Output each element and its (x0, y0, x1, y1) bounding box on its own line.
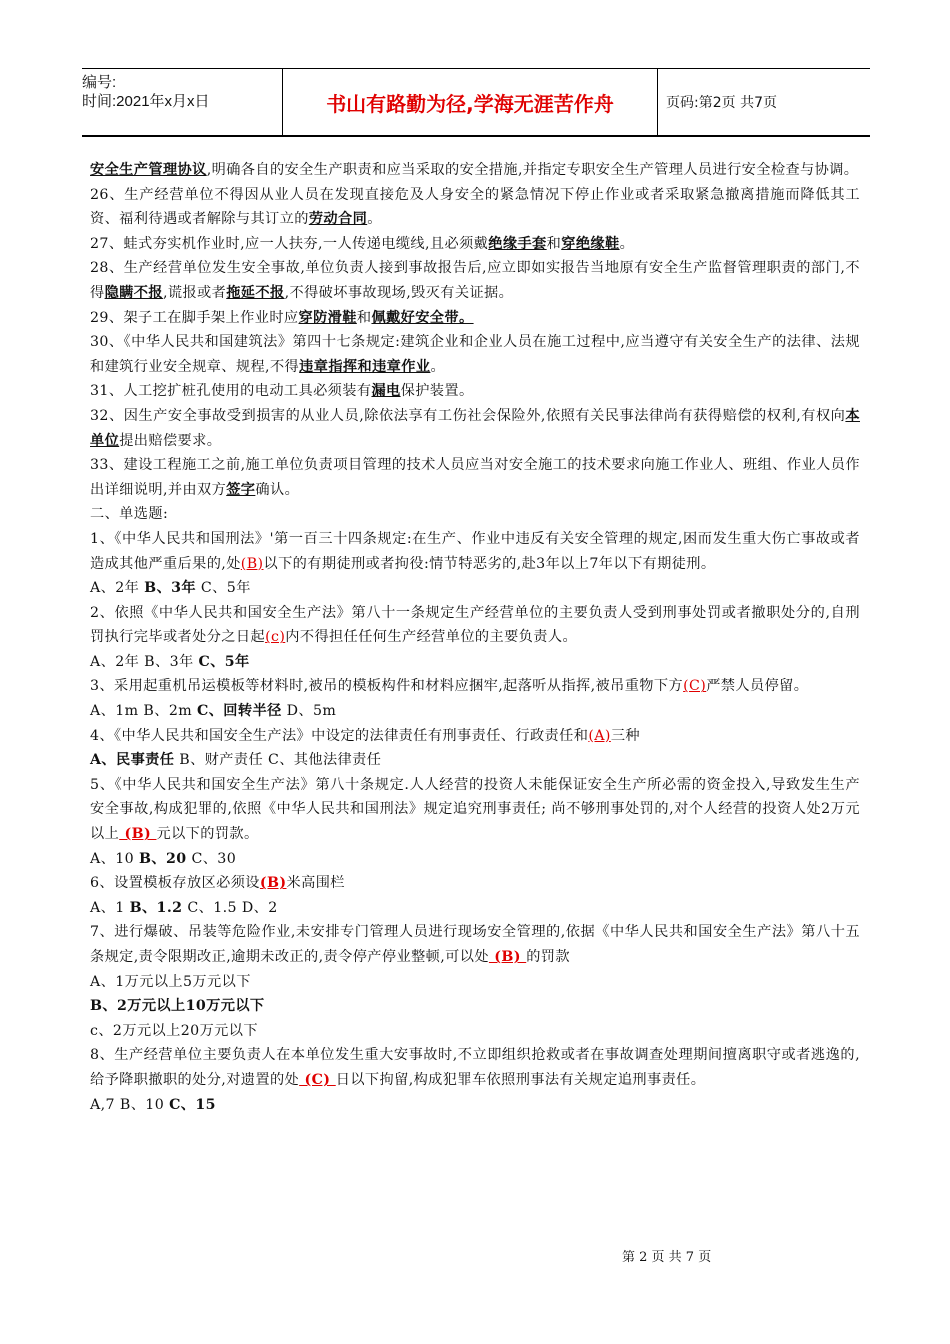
answer-mark: (B) (259, 875, 287, 892)
document-number-label: 编号: (82, 74, 117, 91)
item-30 (90, 330, 860, 379)
question-7-option-c: c、2万元以上20万元以下 (90, 1022, 258, 1039)
answer-underlined: 安全生产管理协议 (90, 162, 207, 178)
question-3 (90, 674, 860, 699)
question-2 (90, 601, 860, 650)
text-run: ,谎报或者 (162, 284, 227, 301)
answer-underlined: 隐瞒不报 (104, 284, 163, 301)
text-run: 保护装置。 (400, 383, 474, 400)
option-text: A,7 B、10 (90, 1096, 170, 1113)
text-run: 29、架子工在脚手架上作业时应 (90, 309, 299, 326)
item-27 (90, 232, 860, 257)
text-run: 。 (430, 358, 446, 375)
answer-underlined: 拖延不报 (226, 284, 285, 301)
text-run: 和 (356, 309, 372, 326)
text-run: ,不得破坏事故现场,毁灭有关证据。 (284, 284, 514, 301)
question-4 (90, 724, 860, 749)
text-run: 6、设置模板存放区必须设 (90, 875, 260, 892)
question-6-options (90, 896, 860, 921)
option-text: A、1m B、2m (90, 703, 198, 720)
correct-option: C、回转半径 (197, 703, 282, 720)
text-run: 的罚款 (526, 949, 570, 965)
answer-mark: (c) (265, 629, 286, 646)
answer-underlined: 本单位 (90, 407, 860, 449)
text-run: 2、依照《中华人民共和国安全生产法》第八十一条规定生产经营单位的主要负责人受到刑事处罚或者撤职处分的,自刑罚执行完毕或者处分之日起 (90, 604, 860, 646)
correct-option: B、1.2 (129, 899, 183, 916)
text-run: 严禁人员停留。 (706, 678, 809, 695)
question-6 (90, 871, 860, 896)
question-3-options (90, 699, 860, 724)
item-32 (90, 404, 860, 453)
text-run: 30、《中华人民共和国建筑法》第四十七条规定:建筑企业和企业人员在施工过程中,应当遵守有关安全生产的法律、法规和建筑行业安全规章、规程,不得 (90, 334, 860, 375)
answer-mark: (B) (488, 949, 527, 965)
option-text: B、财产责任 C、其他法律责任 (174, 752, 382, 769)
text-run: 三种 (610, 727, 641, 744)
answer-mark: (C) (299, 1071, 336, 1088)
correct-option: B、20 (139, 850, 187, 867)
text-run: 8、生产经营单位主要负责人在本单位发生重大安事故时,不立即组织抢救或者在事故调查处理期间擅离职守或者逃逸的,给予降职撤职的处分,对遗置的处 (90, 1047, 860, 1088)
text-run: 1、《中华人民共和国刑法》'第一百三十四条规定:在生产、作业中违反有关安全管理的规定,困而发生重大伤亡事故或者造成其他严重后果的,处 (90, 530, 860, 572)
question-8-options (90, 1093, 860, 1118)
text-run: 元以下的罚款。 (156, 826, 259, 843)
option-text: C、30 (186, 850, 237, 867)
option-text: A、2年 (90, 580, 145, 597)
item-31 (90, 379, 860, 404)
item-26 (90, 183, 860, 232)
answer-mark: (B) (240, 555, 264, 572)
section-heading: 二、单选题: (90, 506, 169, 523)
text-run: 7、进行爆破、吊装等危险作业,未安排专门管理人员进行现场安全管理的,依据《中华人民共和国安全生产法》第八十五条规定,责令限期改正,逾期未改正的,责令停产停业整顿,可以处 (90, 924, 860, 965)
text-run: 3、采用起重机吊运模板等材料时,被吊的模板构件和材料应捆牢,起落听从指挥,被吊重物下方 (90, 678, 684, 695)
question-7-option-b: B、2万元以上10万元以下 (90, 998, 265, 1015)
answer-underlined: 穿绝缘鞋 (561, 235, 620, 252)
text-run: 以下的有期徒刑或者拘役:情节特恶劣的,赴3年以上7年以下有期徒刑。 (263, 555, 716, 572)
answer-underlined: 漏电 (371, 383, 401, 400)
question-8 (90, 1043, 860, 1092)
question-4-options (90, 748, 860, 773)
text-run: 33、建设工程施工之前,施工单位负责项目管理的技术人员应当对安全施工的技术要求向施工作业人、班组、作业人员作出详细说明,并由双方 (90, 457, 860, 498)
question-5 (90, 773, 860, 847)
text-run: 27、蛙式夯实机作业时,应一人扶夯,一人传递电缆线,且必须戴 (90, 235, 489, 252)
text-run: 5、《中华人民共和国安全生产法》第八十条规定.人人经营的投资人未能保证安全生产所必需的资金投入,导致发生生产安全事故,构成犯罪的,依照《中华人民共和国刑法》规定追究刑事责任; 尚不够刑事处罚的,对个人经营的投资人处2万元以上 (90, 776, 860, 843)
document-date-label: 时间:2021年x月x日 (82, 93, 210, 110)
text-run: 提出赔偿要求。 (119, 432, 222, 449)
option-text: C、5年 (196, 580, 251, 597)
question-1-options (90, 576, 860, 601)
correct-option: C、5年 (198, 653, 250, 670)
option-text: A、1 (90, 899, 130, 916)
text-run: 4、《中华人民共和国安全生产法》中设定的法律责任有刑事责任、行政责任和 (90, 727, 589, 744)
header-motto: 书山有路勤为径,学海无涯苦作舟 (282, 69, 658, 135)
question-1 (90, 527, 860, 576)
question-7 (90, 920, 860, 969)
header-meta (82, 69, 282, 135)
answer-underlined: 签字 (226, 481, 256, 498)
text-run: ,明确各自的安全生产职责和应当采取的安全措施,并指定专职安全生产管理人员进行安全检查与协调。 (206, 162, 859, 178)
text-run: 。 (619, 235, 635, 252)
answer-underlined: 穿防滑鞋 (298, 309, 357, 326)
answer-underlined: 佩戴好安全带。 (371, 309, 474, 326)
answer-mark: (C) (683, 678, 707, 695)
question-7-option-a: A、1万元以上5万元以下 (90, 973, 251, 990)
option-text: A、2年 B、3年 (90, 653, 199, 670)
page-footer: 第 2 页 共 7 页 (622, 1250, 712, 1265)
option-text: C、1.5 D、2 (182, 899, 278, 916)
text-run: 32、因生产安全事故受到损害的从业人员,除依法享有工伤社会保险外,依照有关民事法律尚有获得赔偿的权利,有权向 (90, 407, 846, 424)
text-run: 26、生产经营单位不得因从业人员在发现直接危及人身安全的紧急情况下停止作业或者采取紧急撤离措施而降低其工资、福利待遇或者解除与其订立的 (90, 186, 860, 228)
answer-mark: (B) (119, 826, 157, 843)
answer-underlined: 违章指挥和违章作业 (299, 358, 431, 375)
item-33 (90, 453, 860, 502)
correct-option: C、15 (169, 1096, 216, 1113)
document-body (90, 158, 860, 1117)
question-5-options (90, 847, 860, 872)
text-run: 31、人工挖扩桩孔使用的电动工具必须装有 (90, 383, 372, 400)
text-run: 日以下拘留,构成犯罪车依照刑事法有关规定追刑事责任。 (335, 1071, 706, 1088)
option-text: A、10 (90, 850, 139, 867)
page-header (82, 68, 870, 137)
text-run: 确认。 (255, 481, 300, 498)
paragraph-continuation (90, 158, 860, 183)
correct-option: B、3年 (144, 580, 197, 597)
question-2-options (90, 650, 860, 675)
text-run: 内不得担任任何生产经营单位的主要负责人。 (285, 629, 578, 646)
item-28 (90, 256, 860, 305)
item-29 (90, 306, 860, 331)
answer-underlined: 绝缘手套 (488, 235, 547, 252)
text-run: 米高围栏 (286, 875, 345, 892)
answer-underlined: 劳动合同 (308, 211, 368, 228)
text-run: 。 (367, 211, 382, 228)
header-page-label: 页码:第2页 共7页 (666, 95, 777, 111)
option-text: D、5m (281, 703, 337, 720)
correct-option: A、民事责任 (90, 752, 175, 769)
text-run: 和 (546, 235, 562, 252)
text-run: 28、生产经营单位发生安全事故,单位负责人接到事故报告后,应立即如实报告当地原有安全生产监督管理职责的部门,不得 (90, 260, 860, 301)
answer-mark: (A) (588, 727, 611, 744)
